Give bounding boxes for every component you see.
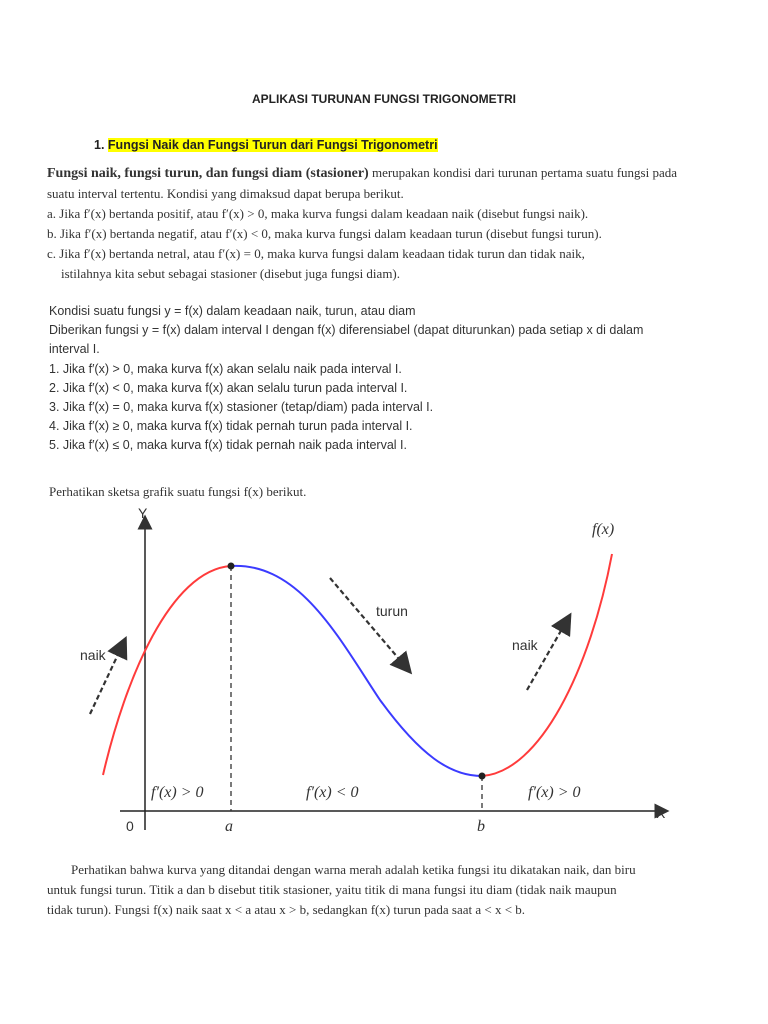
stationary-point-a	[228, 563, 235, 570]
conclusion-paragraph	[47, 860, 707, 920]
naik-label-left: naik	[80, 647, 106, 663]
region-label-middle: f′(x) < 0	[306, 784, 359, 801]
rules-given: Diberikan fungsi y = f(x) dalam interval I dengan f(x) diferensiabel (dapat diturunkan) pada setiap x di dalam	[49, 323, 644, 338]
origin-label: 0	[126, 818, 134, 834]
condition-c-continued: istilahnya kita sebut sebagai stasioner (disebut juga fungsi diam).	[61, 266, 401, 281]
increasing-curve-right	[482, 554, 612, 776]
naik-arrow-right	[527, 622, 566, 690]
rule-item: 3. Jika f′(x) = 0, maka kurva f(x) stasioner (tetap/diam) pada interval I.	[49, 400, 434, 415]
rule-item: 1. Jika f′(x) > 0, maka kurva f(x) akan selalu naik pada interval I.	[49, 361, 402, 376]
increasing-curve-left	[103, 566, 231, 775]
region-label-right: f′(x) > 0	[528, 784, 581, 801]
conclusion-line: tidak turun). Fungsi f(x) naik saat x < a atau x > b, sedangkan f(x) turun pada saat a < x < b.	[47, 902, 526, 917]
decreasing-curve	[231, 566, 482, 776]
point-b-label: b	[477, 818, 485, 835]
page-title: APLIKASI TURUNAN FUNGSI TRIGONOMETRI	[252, 92, 516, 106]
rule-item: 5. Jika f′(x) ≤ 0, maka kurva f(x) tidak pernah naik pada interval I.	[49, 438, 407, 453]
intro-text: merupakan kondisi dari turunan pertama suatu fungsi pada suatu interval tertentu. Kondisi yang dimaksud dapat berupa berikut.	[47, 165, 678, 201]
curve-label: f(x)	[592, 521, 615, 538]
conclusion-line: untuk fungsi turun. Titik a dan b disebut titik stasioner, yaitu titik di mana fungsi itu diam (tidak naik maupun	[47, 882, 617, 897]
stationary-point-b	[479, 773, 486, 780]
section-title: Fungsi Naik dan Fungsi Turun dari Fungsi Trigonometri	[107, 138, 438, 152]
y-axis-label: Y	[138, 505, 148, 521]
graph-intro: Perhatikan sketsa grafik suatu fungsi f(x) berikut.	[49, 484, 307, 499]
section-heading	[94, 138, 438, 152]
condition-c: c. Jika f′(x) bertanda netral, atau f′(x) = 0, maka kurva fungsi dalam keadaan tidak turun dan tidak naik,	[47, 246, 585, 261]
turun-arrow	[330, 578, 405, 666]
intro-paragraph	[47, 163, 707, 284]
conclusion-line: Perhatikan bahwa kurva yang ditandai dengan warna merah adalah ketika fungsi itu dikatakan naik, dan biru	[71, 862, 636, 877]
turun-label: turun	[376, 603, 408, 619]
naik-label-right: naik	[512, 637, 538, 653]
x-axis-label: X	[656, 805, 666, 821]
rules-given-continued: interval I.	[49, 342, 100, 357]
function-graph	[0, 500, 768, 840]
rule-item: 4. Jika f′(x) ≥ 0, maka kurva f(x) tidak pernah turun pada interval I.	[49, 419, 413, 434]
intro-lead: Fungsi naik, fungsi turun, dan fungsi diam (stasioner)	[47, 166, 369, 181]
condition-b: b. Jika f′(x) bertanda negatif, atau f′(x) < 0, maka kurva fungsi dalam keadaan turun (disebut fungsi turun).	[47, 226, 602, 241]
rules-block	[49, 302, 729, 456]
point-a-label: a	[225, 818, 233, 835]
region-label-left: f′(x) > 0	[151, 784, 204, 801]
rules-heading: Kondisi suatu fungsi y = f(x) dalam keadaan naik, turun, atau diam	[49, 304, 416, 318]
condition-a: a. Jika f′(x) bertanda positif, atau f′(x) > 0, maka kurva fungsi dalam keadaan naik (disebut fungsi naik).	[47, 206, 589, 221]
section-number: 1.	[94, 138, 105, 152]
rule-item: 2. Jika f′(x) < 0, maka kurva f(x) akan selalu turun pada interval I.	[49, 380, 408, 395]
